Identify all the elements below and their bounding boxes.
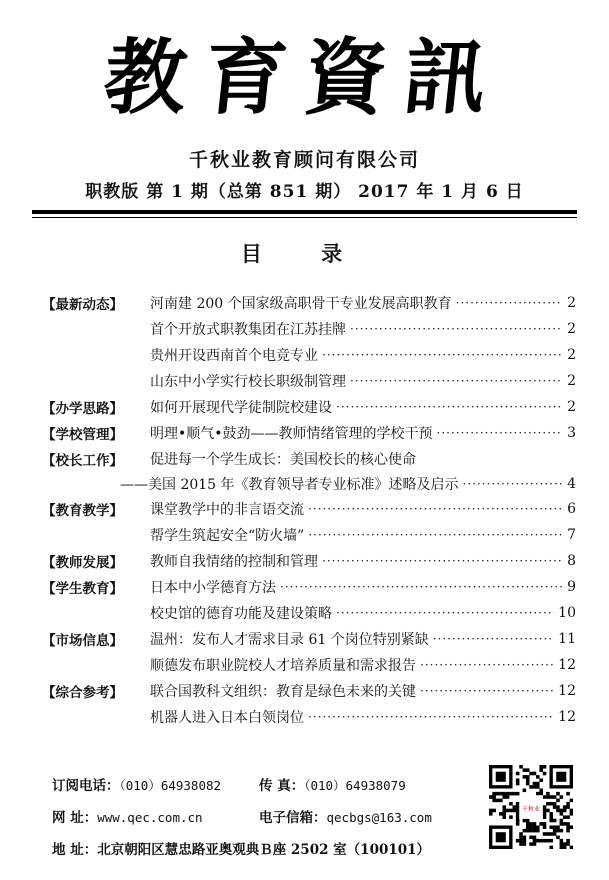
toc-category: 【教师发展】 [42, 555, 123, 571]
address-label: 地 址： [52, 842, 98, 858]
header-rule-thin [32, 217, 577, 218]
toc-title: 联合国教科文组织：教育是绿色未来的关键 [150, 684, 416, 700]
toc-page-number: 12 [558, 657, 576, 673]
table-of-contents [42, 290, 576, 730]
toc-leader-dots [463, 477, 562, 491]
toc-title: 课堂教学中的非言语交流 [150, 502, 304, 518]
toc-page-number: 2 [567, 321, 576, 337]
toc-entry[interactable] [42, 704, 576, 730]
toc-category: 【学校管理】 [42, 427, 123, 443]
toc-page-number: 2 [567, 295, 576, 311]
toc-title: 促进每一个学生成长：美国校长的核心使命 [150, 452, 416, 468]
toc-leader-dots [433, 632, 554, 646]
toc-title: 首个开放式职教集团在江苏挂牌 [150, 322, 346, 338]
toc-page-number: 2 [567, 347, 576, 363]
toc-entry[interactable] [42, 472, 576, 496]
toc-category: 【校长工作】 [42, 453, 123, 469]
toc-title: 贵州开设西南首个电竞专业 [150, 348, 318, 364]
toc-entry[interactable] [42, 548, 576, 574]
toc-entry[interactable] [42, 368, 576, 394]
toc-page-number: 10 [558, 605, 576, 621]
toc-page-number: 2 [567, 373, 576, 389]
toc-entry[interactable] [42, 600, 576, 626]
fax-row [259, 774, 406, 794]
phone-label: 订阅电话： [52, 778, 120, 794]
toc-title: 机器人进入日本白领岗位 [150, 710, 304, 726]
toc-leader-dots [456, 296, 562, 310]
qr-code-icon [489, 765, 573, 849]
toc-entry[interactable] [42, 652, 576, 678]
masthead: 教育資訊 [99, 30, 510, 126]
toc-title: 如何开展现代学徒制院校建设 [150, 400, 332, 416]
toc-category: 【最新动态】 [42, 297, 123, 313]
web-row [52, 806, 203, 826]
toc-title: 河南建 200 个国家级高职骨干专业发展高职教育 [150, 296, 452, 312]
phone-number: （010）64938082 [119, 778, 222, 793]
toc-title: 校史馆的德育功能及建设策略 [150, 606, 332, 622]
qr-center-label: 千秋业 [521, 806, 541, 813]
toc-category: 【教育教学】 [42, 503, 123, 519]
toc-page-number: 3 [567, 425, 576, 441]
toc-page-number: 4 [567, 476, 576, 492]
toc-title: 帮学生筑起安全“防火墙” [150, 528, 305, 544]
toc-title: 温州：发布人才需求目录 61 个岗位特别紧缺 [150, 632, 429, 648]
toc-leader-dots [322, 348, 562, 362]
email-row [259, 806, 432, 826]
web-label: 网 址： [52, 810, 98, 826]
toc-leader-dots [420, 684, 554, 698]
toc-entry[interactable] [42, 290, 576, 316]
toc-category: 【综合参考】 [42, 685, 123, 701]
toc-leader-dots [308, 710, 554, 724]
toc-entry[interactable] [42, 678, 576, 704]
company-name: 千秋业教育顾问有限公司 [188, 149, 420, 171]
toc-page-number: 12 [558, 709, 576, 725]
fax-number: （010）64938079 [304, 778, 406, 793]
toc-entry[interactable] [42, 574, 576, 600]
toc-leader-dots [336, 606, 554, 620]
email-address[interactable]: qecbgs@163.com [326, 810, 432, 825]
toc-entry[interactable] [42, 316, 576, 342]
address-text: 北京朝阳区慧忠路亚奥观典Ｂ座 2502 室（100101） [97, 842, 431, 858]
toc-entry[interactable] [42, 394, 576, 420]
toc-title: 顺德发布职业院校人才培养质量和需求报告 [150, 658, 416, 674]
toc-title: 山东中小学实行校长职级制管理 [150, 374, 346, 390]
toc-title: 教师自我情绪的控制和管理 [150, 554, 318, 570]
toc-leader-dots [322, 554, 562, 568]
address-row [52, 838, 430, 858]
toc-page-number: 7 [567, 527, 576, 543]
toc-heading: 目 录 [240, 241, 369, 266]
toc-entry[interactable] [42, 446, 576, 472]
email-label: 电子信箱： [259, 810, 327, 826]
toc-leader-dots [308, 528, 562, 542]
toc-leader-dots [350, 374, 562, 388]
header-rule-thick [32, 210, 577, 214]
toc-leader-dots [308, 502, 562, 516]
toc-page-number: 11 [558, 631, 576, 647]
fax-label: 传 真： [259, 778, 305, 794]
toc-entry[interactable] [42, 626, 576, 652]
issue-line: 职教版 第 1 期（总第 851 期） 2017 年 1 月 6 日 [85, 182, 524, 202]
phone-row [52, 774, 221, 794]
toc-page-number: 2 [567, 399, 576, 415]
toc-entry[interactable] [42, 342, 576, 368]
toc-title: 明理•顺气•鼓劲——教师情绪管理的学校干预 [150, 426, 433, 442]
toc-page-number: 12 [558, 683, 576, 699]
toc-leader-dots [280, 580, 562, 594]
toc-entry[interactable] [42, 420, 576, 446]
toc-leader-dots [420, 658, 554, 672]
toc-leader-dots [437, 426, 562, 440]
toc-category: 【市场信息】 [42, 633, 123, 649]
toc-category: 【办学思路】 [42, 401, 123, 417]
toc-page-number: 6 [567, 501, 576, 517]
toc-page-number: 9 [567, 579, 576, 595]
web-address[interactable]: www.qec.com.cn [97, 810, 203, 825]
toc-entry[interactable] [42, 522, 576, 548]
toc-title: 日本中小学德育方法 [150, 580, 276, 596]
toc-title: ——美国 2015 年《教育领导者专业标准》述略及启示 [120, 477, 459, 493]
toc-page-number: 8 [567, 553, 576, 569]
toc-entry[interactable] [42, 496, 576, 522]
toc-leader-dots [336, 400, 562, 414]
toc-leader-dots [350, 322, 562, 336]
toc-category: 【学生教育】 [42, 581, 123, 597]
